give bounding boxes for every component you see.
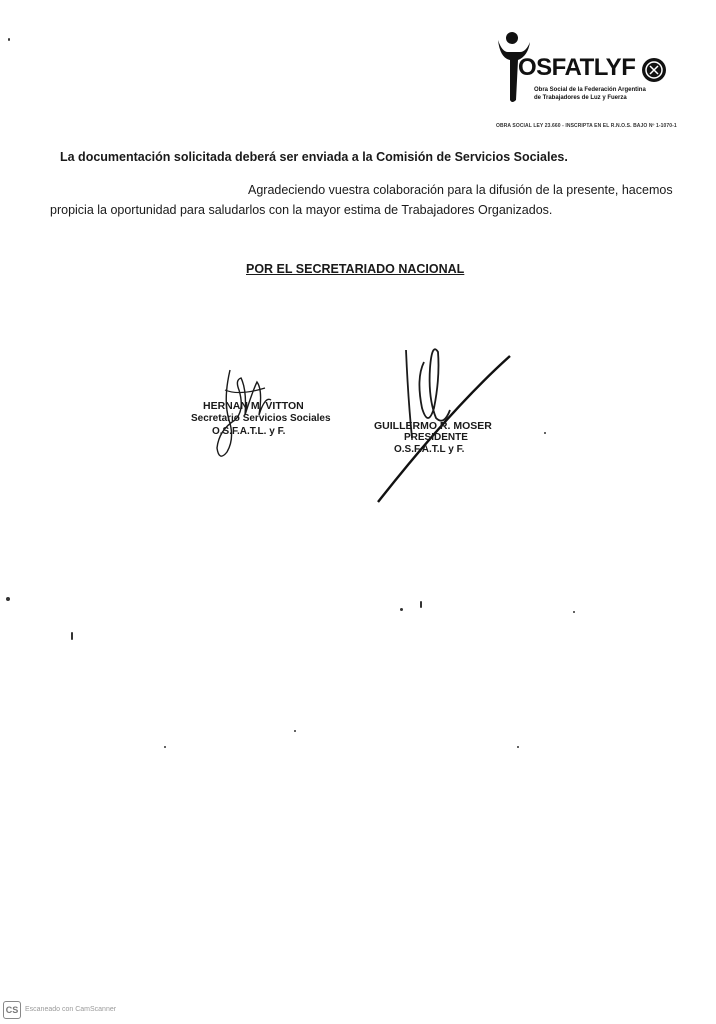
logo-subtitle-line2: de Trabajadores de Luz y Fuerza (534, 95, 627, 101)
camscanner-watermark: Escaneado con CamScanner (25, 1006, 117, 1013)
scan-speck (8, 38, 10, 41)
logo-subtitle-line1: Obra Social de la Federación Argentina (534, 87, 646, 93)
paragraph-thanks-line2: propicia la oportunidad para saludarlos con la mayor estima de Trabajadores Organizados. (50, 203, 553, 217)
signatory-2-role: PRESIDENTE (404, 432, 468, 443)
signatory-1-role: Secretario Servicios Sociales (191, 413, 331, 424)
scan-speck (294, 730, 296, 732)
scan-speck (164, 746, 166, 748)
signoff-heading: POR EL SECRETARIADO NACIONAL (246, 262, 465, 276)
registration-line: OBRA SOCIAL LEY 23.660 - INSCRIPTA EN EL R.N.O.S. BAJO Nº 1-1070-1 (496, 123, 677, 129)
scan-speck (517, 746, 519, 748)
scan-speck (6, 597, 10, 601)
scan-speck (544, 432, 546, 434)
scan-speck (420, 601, 422, 608)
signatory-1-org: O.S.F.A.T.L. y F. (212, 426, 286, 437)
camscanner-logo-icon: CS (3, 1001, 21, 1019)
scan-speck (71, 632, 73, 640)
scan-speck (573, 611, 575, 613)
paragraph-documentation: La documentación solicitada deberá ser enviada a la Comisión de Servicios Sociales. (60, 150, 568, 164)
signatory-1-name: HERNAN M. VITTON (203, 400, 304, 412)
signatory-2-org: O.S.F.A.T.L y F. (394, 444, 465, 455)
logo-subtitle (534, 86, 674, 102)
logo-emblem-icon (641, 57, 667, 83)
paragraph-thanks-line1: Agradeciendo vuestra colaboración para la difusión de la presente, hacemos (248, 183, 673, 197)
logo-wordmark: OSFATLYF (518, 54, 636, 81)
signatory-2-name: GUILLERMO R. MOSER (374, 420, 492, 432)
scan-speck (400, 608, 403, 611)
